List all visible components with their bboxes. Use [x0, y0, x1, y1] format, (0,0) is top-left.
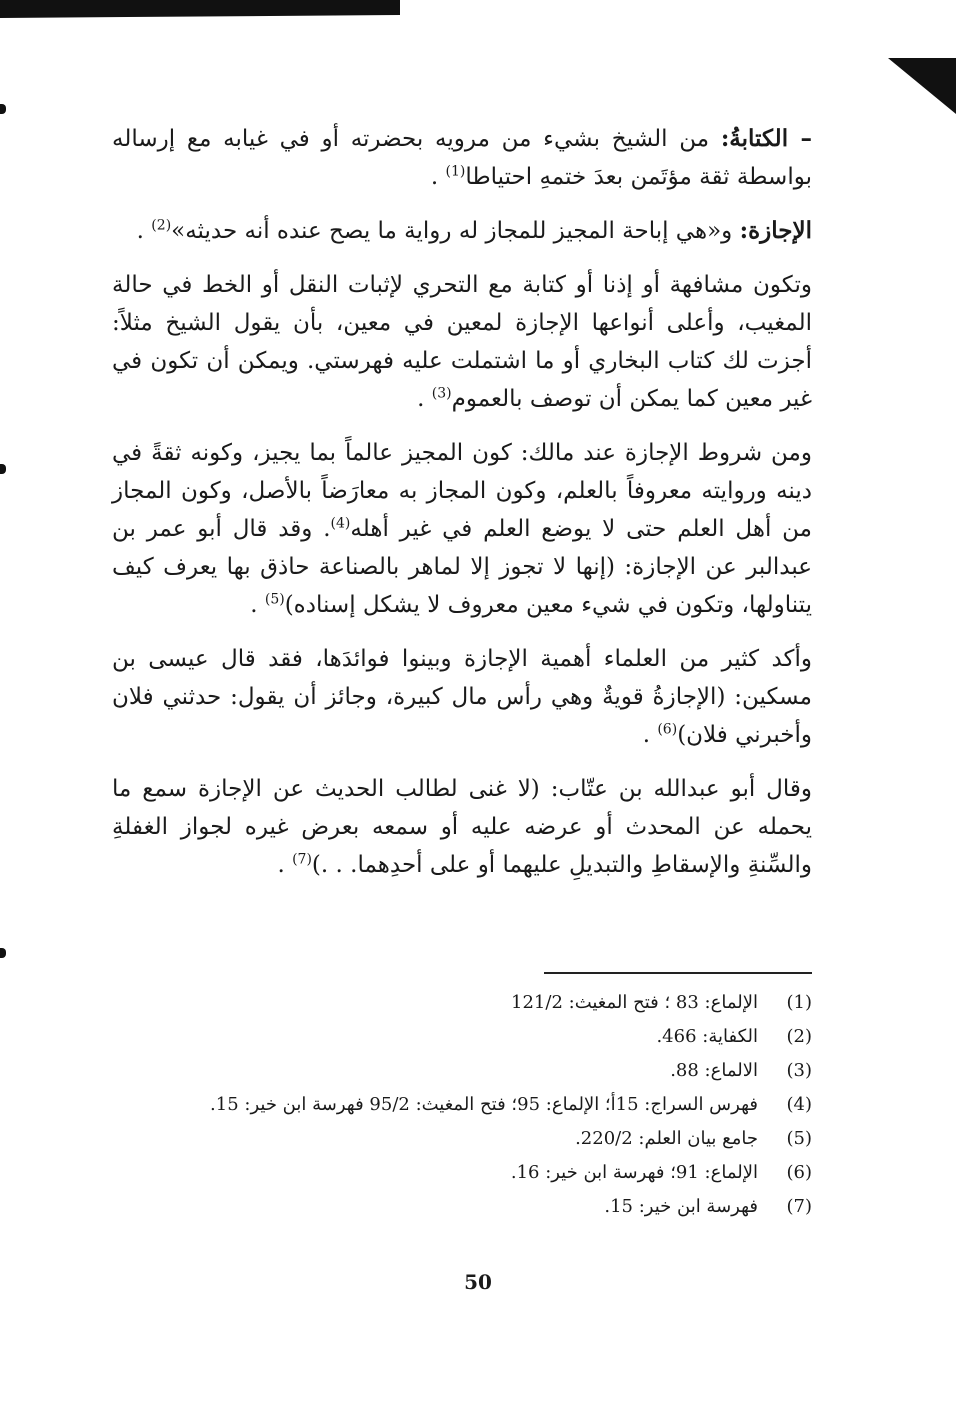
paragraph-ijaza: الإجازة: و«هي إباحة المجيز للمجاز له رواية ما يصح عنده أنه حديثه»$^{(2)}$ .	[136, 217, 812, 244]
paragraph-ibn-attab: وقال أبو عبدالله بن عتّاب: (لا غنى لطالب الحديث عن الإجازة سمع ما يحمله عن المحدث أو عرضه عليه أو سمعه بعرض غيره لجواز الغفلةِ والسِّنةِ والإسقاطِ والتبديلِ عليهما أو على أحدِهما. . .)$^{(7)}$ .	[112, 776, 812, 878]
paragraph-text: من الشيخ بشيء من مرويه بحضرته أو في غيابه مع إرساله بواسطة ثقة مؤتَمن بعدَ ختمهِ احتياطا	[112, 126, 812, 190]
footnote-text: جامع بيان العلم: 220/2.	[575, 1128, 758, 1149]
term-heading: الإجازة:	[739, 217, 812, 244]
footnote-text: فهرس السراج: 15أ؛ الإلماع: 95؛ فتح المغيث: 95/2 فهرسة ابن خير: 15.	[210, 1094, 758, 1115]
footnote-text: الالماع: 88.	[670, 1060, 758, 1081]
footnote-number: (6)	[786, 1162, 812, 1183]
scan-edge-bar	[0, 0, 400, 18]
footnote-number: (5)	[786, 1128, 812, 1149]
footnote-text: الإلماع: 83 ؛ فتح المغيث: 121/2	[511, 992, 758, 1013]
page-number: 50	[464, 1270, 492, 1294]
margin-mark	[0, 104, 6, 114]
footnote-ref[interactable]: (3)	[431, 385, 452, 402]
paragraph-text: ومن شروط الإجازة عند مالك: كون المجيز عالماً بما يجيز، وكونه ثقةً في دينه وروايته معروفاً بالعلم، وكون المجاز به معارَضاً بالأصل، وكون المجاز من أهل العلم حتى لا يوضع العلم في غير أهله	[112, 440, 812, 542]
paragraph-text: وتكون مشافهة أو إذنا أو كتابة مع التحري لإثبات النقل أو الخط في حالة المغيب، وأعلى أنواعها الإجازة لمعين في معين، بأن يقول الشيخ مثلاً: أجزت لك كتاب البخاري أو ما اشتملت عليه فهرستي. ويمكن أن تكون في غير معين كما يمكن أن توصف بالعموم	[112, 272, 812, 412]
footnote-number: (7)	[786, 1196, 812, 1217]
margin-mark	[0, 948, 6, 958]
footnote-ref[interactable]: (1)	[445, 163, 466, 180]
footnote-number: (2)	[786, 1026, 812, 1047]
paragraph-text: وأكد كثير من العلماء أهمية الإجازة وبينوا فوائدَها، فقد قال عيسى بن مسكين: (الإجازةُ قويةٌ وهي رأس مال كبيرة، وجائز أن يقول: حدثني فلان وأخبرني فلان)	[112, 646, 812, 748]
footnote-number: (1)	[786, 992, 812, 1013]
margin-mark	[0, 464, 6, 474]
term-heading: – الكتابةُ:	[720, 125, 813, 152]
footnote-item	[112, 986, 812, 1020]
footnotes-list	[112, 986, 812, 1224]
paragraph-conditions: ومن شروط الإجازة عند مالك: كون المجيز عالماً بما يجيز، وكونه ثقةً في دينه وروايته معروفاً بالعلم، وكون المجاز به معارَضاً بالأصل، وكون المجاز من أهل العلم حتى لا يوضع العلم في غير أهله$^{(4)}$. وقد قال أبو عمر بن عبدالبر عن الإجازة: (إنها لا تجوز إلا لماهر بالصناعة حاذق بها يعرف كيف يتناولها، وتكون في شيء معين معروف لا يشكل إسناده)$^{(5)}$ .	[112, 440, 812, 618]
paragraph-text: وقال أبو عبدالله بن عتّاب: (لا غنى لطالب الحديث عن الإجازة سمع ما يحمله عن المحدث أو عرضه عليه أو سمعه بعرض غيره لجواز الغفلةِ والسِّنةِ والإسقاطِ والتبديلِ عليهما أو على أحدِهما. . .)	[112, 776, 812, 878]
page-body	[112, 120, 812, 900]
footnote-item	[112, 1190, 812, 1224]
footnote-ref[interactable]: (4)	[330, 515, 351, 532]
paragraph-text: و«هي إباحة المجيز للمجاز له رواية ما يصح عنده أنه حديثه»	[171, 218, 733, 244]
footnote-ref[interactable]: (6)	[657, 721, 678, 738]
footnote-ref[interactable]: (2)	[151, 217, 172, 234]
footnote-item	[112, 1156, 812, 1190]
footnote-number: (3)	[786, 1060, 812, 1081]
footnote-text: فهرسة ابن خير: 15.	[604, 1196, 758, 1217]
corner-triangle-mark	[888, 58, 956, 114]
footnote-item	[112, 1122, 812, 1156]
footnote-number: (4)	[786, 1094, 812, 1115]
paragraph-kitaba: – الكتابةُ: من الشيخ بشيء من مرويه بحضرته أو في غيابه مع إرساله بواسطة ثقة مؤتَمن بعدَ ختمهِ احتياطا$^{(1)}$ .	[112, 125, 813, 190]
footnote-text: الكفاية: 466.	[656, 1026, 758, 1047]
footnote-text: الإلماع: 91؛ فهرسة ابن خير: 16.	[510, 1162, 758, 1183]
footnote-divider	[544, 972, 812, 974]
footnote-item	[112, 1054, 812, 1088]
footnote-item	[112, 1088, 812, 1122]
footnote-ref[interactable]: (7)	[292, 851, 312, 868]
paragraph-forms: وتكون مشافهة أو إذنا أو كتابة مع التحري لإثبات النقل أو الخط في حالة المغيب، وأعلى أنواعها الإجازة لمعين في معين، بأن يقول الشيخ مثلاً: أجزت لك كتاب البخاري أو ما اشتملت عليه فهرستي. ويمكن أن تكون في غير معين كما يمكن أن توصف بالعموم$^{(3)}$ .	[112, 272, 812, 412]
paragraph-importance: وأكد كثير من العلماء أهمية الإجازة وبينوا فوائدَها، فقد قال عيسى بن مسكين: (الإجازةُ قويةٌ وهي رأس مال كبيرة، وجائز أن يقول: حدثني فلان وأخبرني فلان)$^{(6)}$ .	[112, 646, 812, 748]
footnote-item	[112, 1020, 812, 1054]
paragraph-text-continued: . وقد قال أبو عمر بن عبدالبر عن الإجازة: (إنها لا تجوز إلا لماهر بالصناعة حاذق بها يعرف كيف يتناولها، وتكون في شيء معين معروف لا يشكل إسناده)	[112, 516, 812, 618]
footnote-ref[interactable]: (5)	[264, 591, 285, 608]
